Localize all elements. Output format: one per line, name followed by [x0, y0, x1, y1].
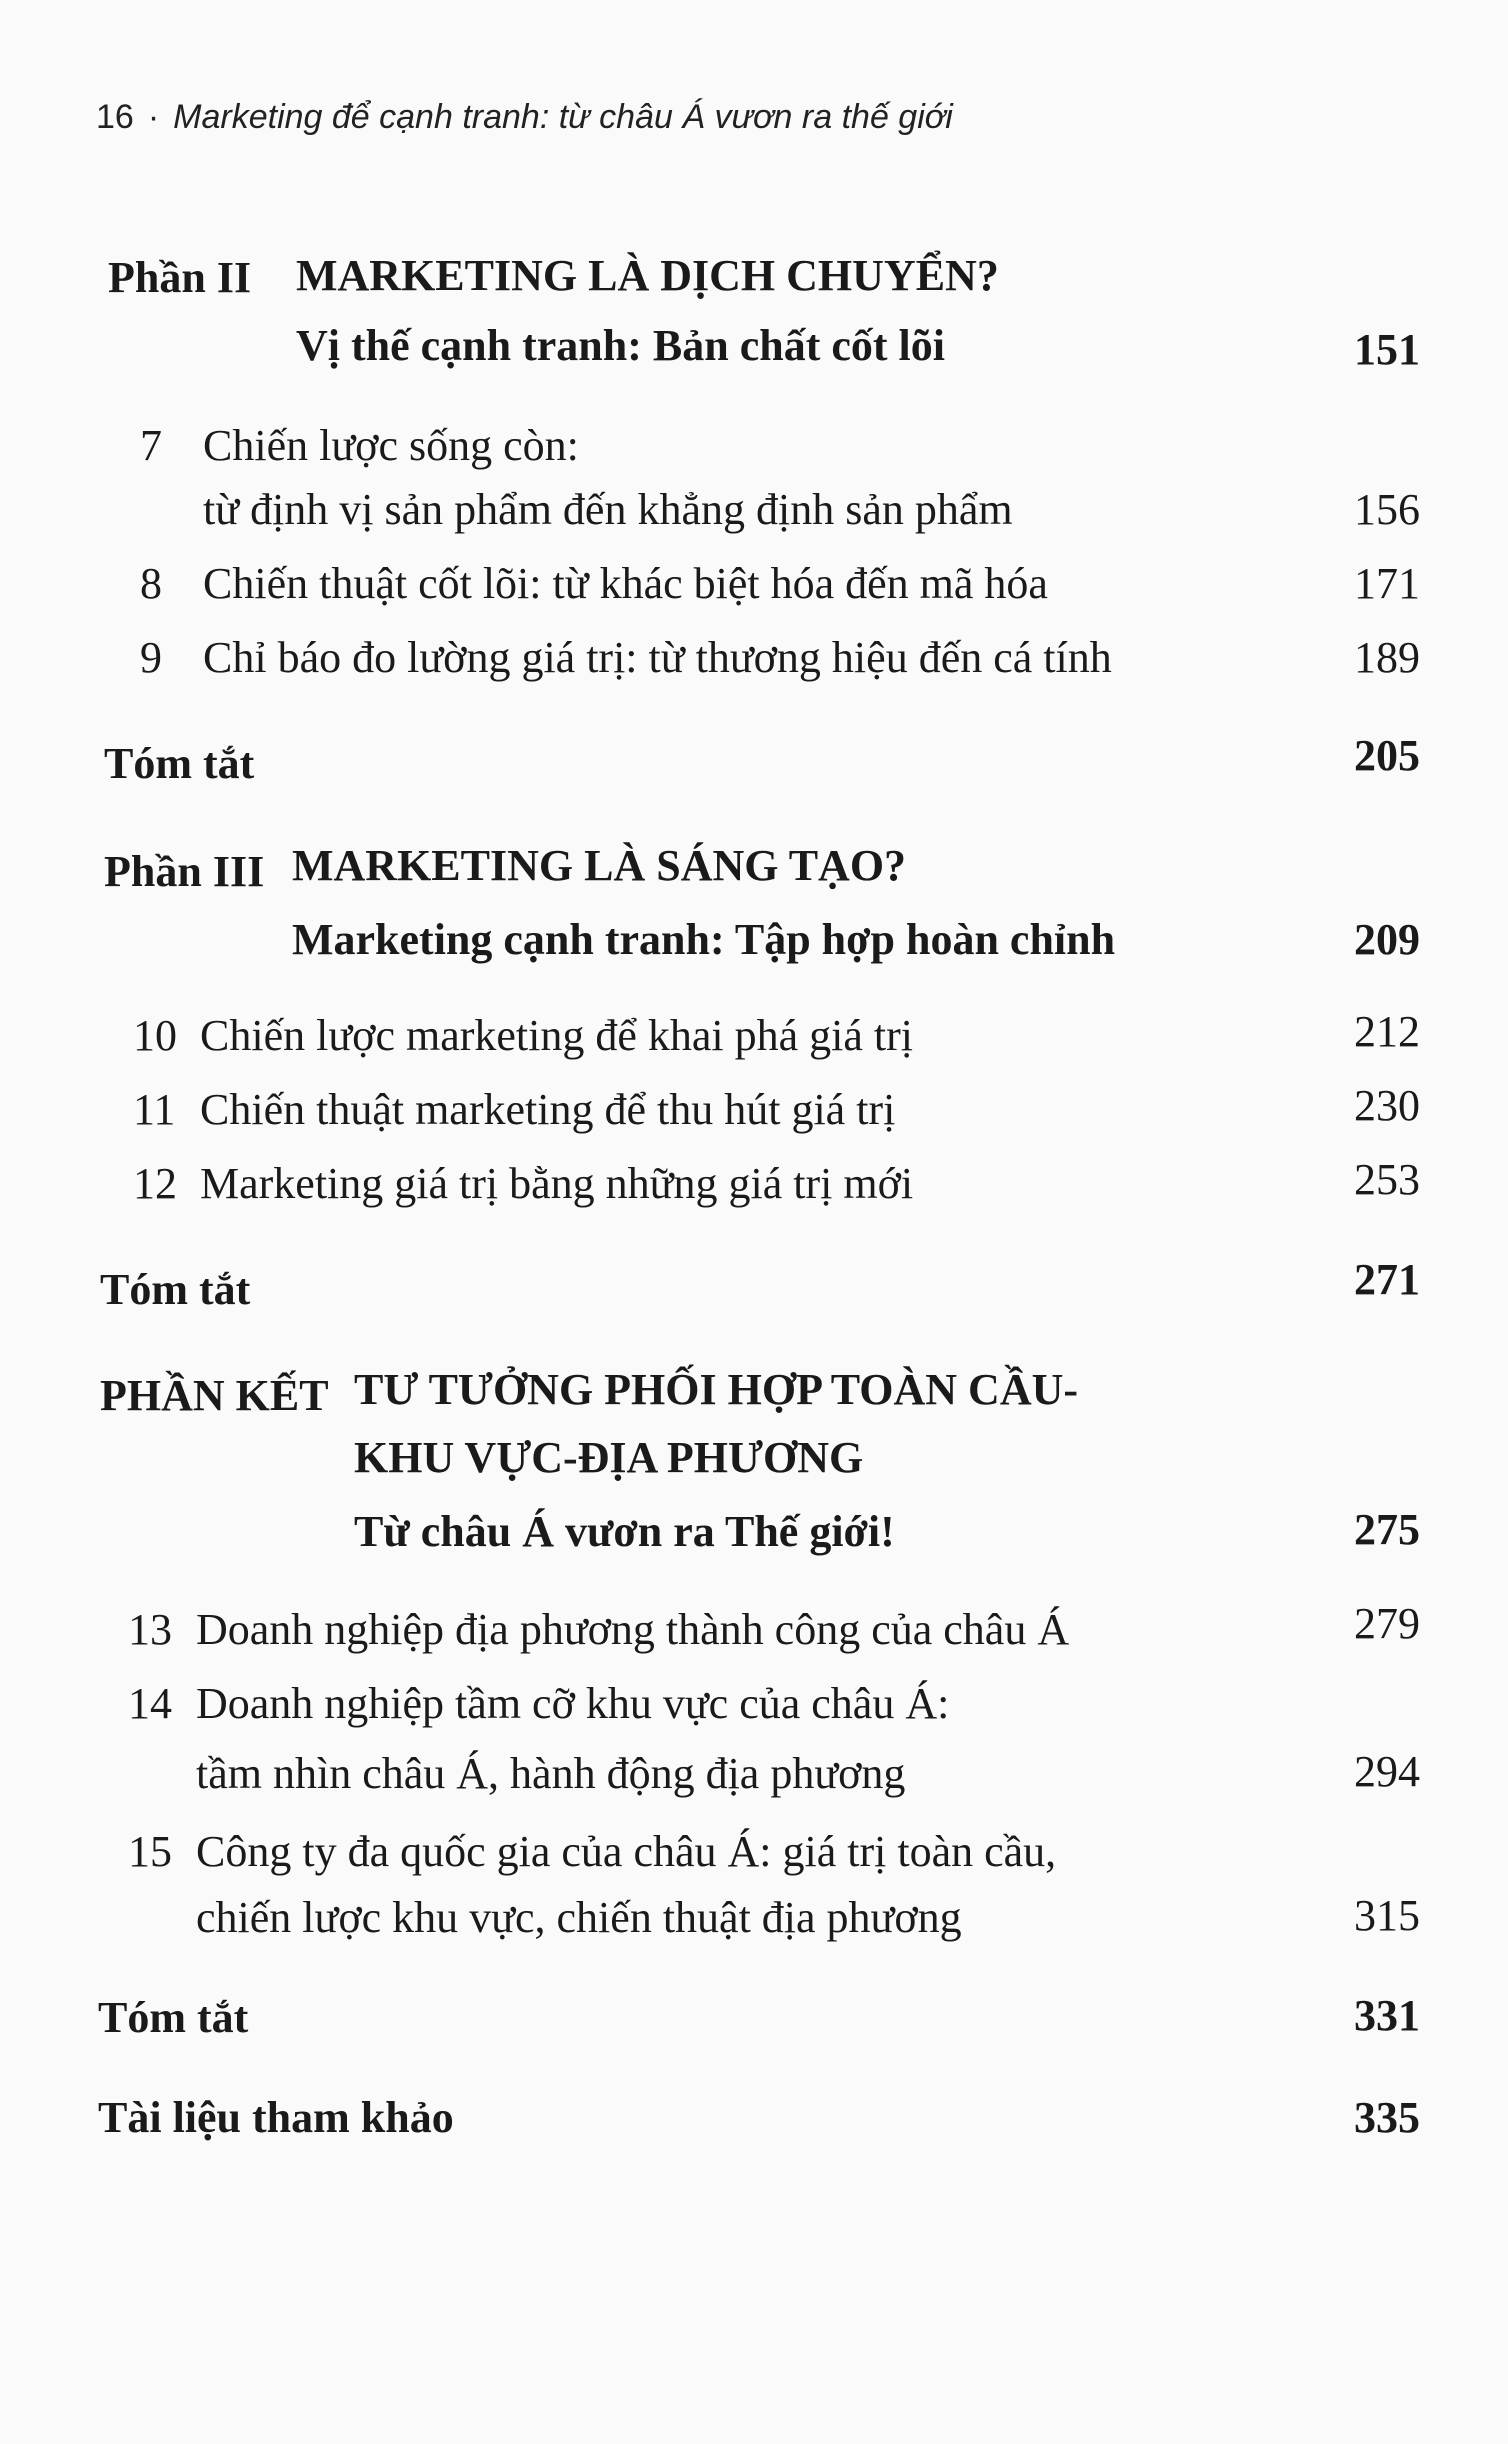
chapter-12-page: 253: [1354, 1155, 1420, 1204]
chapter-13-number: 13: [128, 1605, 172, 1654]
chapter-15-title-line2: chiến lược khu vực, chiến thuật địa phương: [196, 1893, 962, 1942]
references-label: Tài liệu tham khảo: [98, 2093, 454, 2142]
chapter-15-page: 315: [1354, 1891, 1420, 1940]
chapter-7-title-line1: Chiến lược sống còn:: [203, 421, 579, 470]
chapter-7-title-line2: từ định vị sản phẩm đến khẳng định sản phẩm: [203, 485, 1013, 534]
part-2-summary-page: 205: [1354, 731, 1420, 780]
part-3-summary-page: 271: [1354, 1255, 1420, 1304]
final-part-heading-line2: KHU VỰC-ĐỊA PHƯƠNG: [354, 1433, 864, 1482]
part-2-page: 151: [1354, 325, 1420, 374]
chapter-12-title: Marketing giá trị bằng những giá trị mới: [200, 1159, 914, 1208]
part-3-heading: MARKETING LÀ SÁNG TẠO?: [292, 841, 907, 890]
final-part-page: 275: [1354, 1505, 1420, 1554]
chapter-14-title-line2: tầm nhìn châu Á, hành động địa phương: [196, 1749, 906, 1798]
part-3-subtitle: Marketing cạnh tranh: Tập hợp hoàn chỉnh: [292, 915, 1116, 964]
chapter-10-number: 10: [133, 1011, 177, 1060]
part-3-label: Phần III: [104, 847, 265, 896]
header-separator: ·: [147, 98, 160, 136]
part-3-page: 209: [1354, 915, 1420, 964]
chapter-10-title: Chiến lược marketing để khai phá giá trị: [200, 1011, 914, 1060]
chapter-9-number: 9: [140, 633, 162, 682]
final-part-heading-line1: TƯ TƯỞNG PHỐI HỢP TOÀN CẦU-: [354, 1365, 1079, 1414]
chapter-14-page: 294: [1354, 1747, 1420, 1796]
references-page: 335: [1354, 2093, 1420, 2142]
chapter-8-title: Chiến thuật cốt lõi: từ khác biệt hóa đến mã hóa: [203, 559, 1048, 608]
final-part-summary-label: Tóm tắt: [98, 1993, 249, 2042]
part-2-heading: MARKETING LÀ DỊCH CHUYỂN?: [296, 251, 999, 300]
part-2-label: Phần II: [108, 253, 252, 302]
final-part-subtitle: Từ châu Á vươn ra Thế giới!: [354, 1507, 895, 1556]
chapter-14-number: 14: [128, 1679, 172, 1728]
part-2-summary-label: Tóm tắt: [104, 739, 255, 788]
final-part-label: PHẦN KẾT: [100, 1371, 329, 1420]
chapter-11-page: 230: [1354, 1081, 1420, 1130]
chapter-12-number: 12: [133, 1159, 177, 1208]
chapter-14-title-line1: Doanh nghiệp tầm cỡ khu vực của châu Á:: [196, 1679, 950, 1728]
chapter-13-page: 279: [1354, 1599, 1420, 1648]
chapter-11-title: Chiến thuật marketing để thu hút giá trị: [200, 1085, 896, 1134]
chapter-11-number: 11: [133, 1085, 176, 1134]
chapter-8-number: 8: [140, 559, 162, 608]
part-3-summary-label: Tóm tắt: [100, 1265, 251, 1314]
final-part-summary-page: 331: [1354, 1991, 1420, 2040]
chapter-7-page: 156: [1354, 485, 1420, 534]
chapter-7-number: 7: [140, 421, 162, 470]
header-page-number: 16: [96, 98, 134, 136]
chapter-8-page: 171: [1354, 559, 1420, 608]
chapter-9-page: 189: [1354, 633, 1420, 682]
running-header: [96, 98, 953, 137]
chapter-15-number: 15: [128, 1827, 172, 1876]
chapter-9-title: Chỉ báo đo lường giá trị: từ thương hiệu đến cá tính: [203, 633, 1112, 682]
part-2-subtitle: Vị thế cạnh tranh: Bản chất cốt lõi: [296, 321, 945, 370]
chapter-10-page: 212: [1354, 1007, 1420, 1056]
chapter-15-title-line1: Công ty đa quốc gia của châu Á: giá trị toàn cầu,: [196, 1827, 1057, 1876]
chapter-13-title: Doanh nghiệp địa phương thành công của châu Á: [196, 1605, 1070, 1654]
header-book-title: Marketing để cạnh tranh: từ châu Á vươn ra thế giới: [173, 98, 953, 136]
